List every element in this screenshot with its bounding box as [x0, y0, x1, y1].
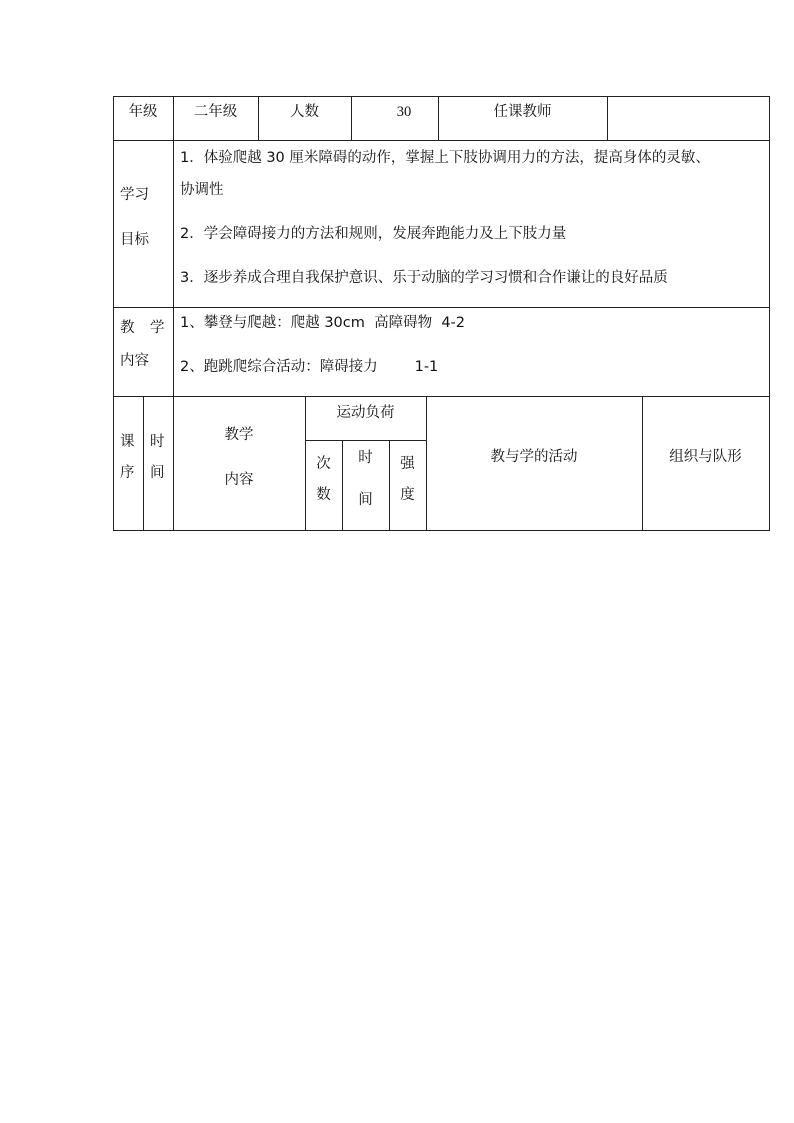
objective-3: 3．逐步养成合理自我保护意识、乐于动脑的学习习惯和合作谦让的良好品质 — [180, 270, 668, 286]
time-header-char2: 间 — [150, 465, 165, 481]
row4-col-divider — [143, 396, 144, 531]
repetitions-header-char2: 数 — [316, 487, 331, 503]
content-item-2: 2、跑跳爬综合活动：障碍接力 1-1 — [180, 359, 439, 375]
activities-header: 教与学的活动 — [490, 449, 578, 465]
duration-header-char2: 间 — [358, 492, 373, 508]
intensity-header-char1: 强 — [400, 456, 415, 472]
content-label-line2: 内容 — [120, 353, 149, 369]
row4-col-divider — [173, 396, 174, 531]
table-border-top — [113, 96, 770, 97]
order-header-char1: 课 — [120, 434, 135, 450]
order-header-char2: 序 — [120, 465, 135, 481]
intensity-header-char2: 度 — [400, 487, 415, 503]
objective-2: 2．学会障碍接力的方法和规则，发展奔跑能力及上下肢力量 — [180, 226, 567, 242]
table-border-left — [113, 96, 114, 531]
organization-header: 组织与队形 — [669, 449, 742, 465]
row-divider-1 — [113, 140, 770, 141]
grade-value: 二年级 — [193, 104, 238, 120]
teacher-label: 任课教师 — [493, 104, 552, 120]
teaching-content-header-line1: 教学 — [224, 427, 254, 443]
grade-label: 年级 — [128, 104, 158, 120]
table-border-bottom — [113, 530, 770, 531]
teaching-content-header-line2: 内容 — [224, 472, 254, 488]
repetitions-header-char1: 次 — [316, 456, 331, 472]
time-header-char1: 时 — [150, 434, 165, 450]
objective-1-line1: 1．体验爬越 30 厘米障碍的动作，掌握上下肢协调用力的方法，提高身体的灵敏、 — [180, 150, 710, 166]
content-item-1: 1、攀登与爬越：爬越 30cm 高障碍物 4-2 — [180, 315, 466, 331]
content-label-char1: 教 — [120, 320, 135, 336]
content-label-char2: 学 — [150, 320, 165, 336]
exercise-load-header: 运动负荷 — [336, 405, 395, 421]
student-count-value: 30 — [396, 104, 412, 120]
duration-header-char1: 时 — [358, 450, 373, 466]
row-divider-3 — [113, 396, 770, 397]
load-subdivider — [305, 440, 426, 441]
student-count-label: 人数 — [290, 104, 319, 120]
label-col-divider — [173, 140, 174, 396]
row1-col-divider — [607, 96, 608, 140]
table-border-right — [769, 96, 770, 531]
objectives-label-line1: 学习 — [120, 187, 149, 203]
row-divider-2 — [113, 307, 770, 308]
objective-1-line2: 协调性 — [180, 182, 224, 198]
objectives-label-line2: 目标 — [120, 232, 149, 248]
